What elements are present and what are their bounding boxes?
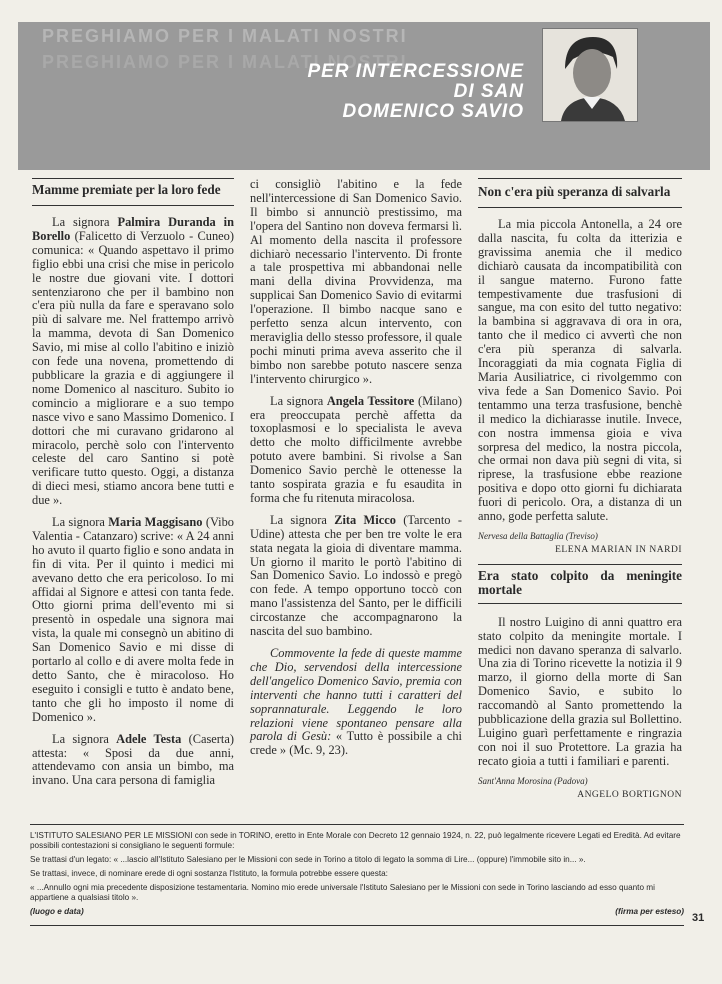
place-source: Nervesa della Battaglia (Treviso) <box>478 530 598 541</box>
title-line-2: DI SAN <box>453 81 524 102</box>
column-rule <box>478 207 682 208</box>
section-box <box>478 564 682 604</box>
signature: ELENA MARIAN IN NARDI <box>555 544 682 555</box>
footer-line: « ...Annullo ogni mia precedente disposizione testamentaria. Nomino mio erede universale l'Istituto Salesiano per le Missioni con sede in Torino lasciando ad esso quanto mi appartiene a qualsiasi titolo ». <box>30 883 655 902</box>
paragraph <box>250 178 462 387</box>
footer-line: Se trattasi, invece, di nominare erede di ogni sostanza l'Istituto, la formula potrebbe essere questa: <box>30 869 388 878</box>
footer-line: Se trattasi d'un legato: « ...lascio all'Istituto Salesiano per le Missioni con sede in Torino a titolo di legato la somma di Lire... (oppure) l'immobile sito in... ». <box>30 855 586 864</box>
section-heading: Non c'era più speranza di salvarla <box>478 184 671 199</box>
paragraph <box>250 395 462 506</box>
paragraph <box>478 218 682 524</box>
banner-ghost-text: PREGHIAMO PER I MALATI NOSTRI <box>42 26 408 46</box>
article-title <box>307 62 524 122</box>
paragraph <box>32 733 234 789</box>
section-heading: Era stato colpito da meningite mortale <box>478 567 682 597</box>
person-name: Palmira Duranda in Borello <box>32 215 234 243</box>
italic-commentary: Commovente la fede di queste mamme che Dio, servendosi della intercessione dell'angelico Domenico Savio, premia con interventi che hanno tutti i caratteri del soprannaturale. Leggendo le loro relazioni viene spontaneo pensare alla parola di Gesù: <box>250 646 462 744</box>
text: La signora <box>52 215 110 229</box>
text: La signora <box>52 731 109 746</box>
place-source: Sant'Anna Morosina (Padova) <box>478 775 588 786</box>
section-heading: Mamme premiate per la loro fede <box>32 182 221 197</box>
text: La signora <box>270 393 324 408</box>
text: (Milano) era preoccupata perchè affetta da toxoplasmosi e lo specialista le aveva detto che molto difficilmente avrebbe potuto avere bambini. Si rivolse a San Domenico Savio perchè le ottenesse la tanto sospirata grazia e fu esaudita in forma che fu ritenuta miracolosa. <box>250 393 462 505</box>
paragraph <box>32 216 234 508</box>
column-rule <box>32 205 234 206</box>
signature: ANGELO BORTIGNON <box>577 789 682 800</box>
column-right <box>478 178 682 809</box>
column-rule <box>32 178 234 179</box>
footer-legal-notice <box>30 824 684 926</box>
text: (Caserta) attesta: « Sposi da due anni, attendevamo con ansia un bimbo, ma invano. Una cara persona di famiglia <box>32 731 234 788</box>
paragraph <box>478 616 682 769</box>
column-middle <box>250 178 462 766</box>
text: La signora <box>52 515 105 530</box>
text: (Tarcento - Udine) attesta che per ben tre volte le era stata negata la gioia di diventare mamma. Un giorno il marito le portò l'abitino di San Domenico Savio. Lo indossò e pregò con fede. A tempo opportuno toccò con mano l'assistenza del Santo, per le difficili circostanze che accompagnarono la nascita del suo bambino. <box>250 512 462 639</box>
text: La mia piccola Antonella, a 24 ore dalla nascita, fu colta da itterizia e gravissima anemia che il medico dichiarò causata da incompatibilità con il sangue materno. Furono fatte tempestivamente due trasfusioni di sangue, ma con esito del tutto negativo: la bambina si aggravava di ora in ora, tanto che il medico ci avvertì che non c'era più speranza di salvarla. Incoraggiati da mia cognata Figlia di Maria Ausiliatrice, ci rivolgemmo con viva fede a San Domenico Savio. Poi tentammo una terza trasfusione, benchè il medico la dichiarasse inutile. Invece, con nostra immensa gioia e viva sorpresa del medico, la nostra piccola, che ormai non dava più segni di vita, si riprese, la trasfusione ebbe reazione positiva e dopo otto giorni fu dichiarata fuori di pericolo. Ora, a distanza di un anno, gode perfetta salute. <box>478 217 682 524</box>
text: ci consigliò l'abitino e la fede nell'intercessione di San Domenico Savio. Il bimbo si annunciò prestissimo, ma l'opera del Santino non doveva fermarsi lì. Al momento della nascita il professore dichiarò necessario l'intervento. Di fronte a tale prospettiva mi abbandonai nelle mani della divina Provvidenza, ma supplicai San Domenico Savio di evitarmi l'operazione. Il bimbo nacque sano e perfetto senza alcun intervento, con meraviglia dello stesso professore, il quale pochi minuti prima aveva asserito che il bimbo non sarebbe potuto nascere senza l'intervento chirurgico ». <box>250 177 462 386</box>
header-banner <box>18 22 710 170</box>
closing-paragraph <box>250 647 462 758</box>
paragraph <box>32 516 234 725</box>
column-left <box>32 178 234 796</box>
column-rule <box>478 178 682 179</box>
footer-line: L'ISTITUTO SALESIANO PER LE MISSIONI con sede in TORINO, eretto in Ente Morale con Decreto 12 gennaio 1924, n. 22, può legalmente ricevere Legati ed Eredità. Ad evitare possibili contestazioni si consigliano le seguenti formule: <box>30 831 681 850</box>
person-name: Maria Maggisano <box>108 515 203 530</box>
footer-place-date: (luogo e data) <box>30 907 84 916</box>
page-number: 31 <box>692 912 705 924</box>
person-name: Adele Testa <box>116 731 182 746</box>
saint-portrait-photo <box>542 28 638 122</box>
text: La signora <box>270 512 327 527</box>
title-line-1: PER INTERCESSIONE <box>307 61 524 82</box>
text: (Vibo Valentia - Catanzaro) scrive: « A 24 anni ho avuto il quarto figlio e sono andata in fin di vita. Per il quinto i medici mi avevano detto che era pericoloso. Io mi affidai al Signore e attesi con tanta fede. Otto giorni prima dell'evento mi si presentò in ospedale una signora mai vista, la quale mi consegnò un abitino di San Domenico Savio e mi disse di portarlo al collo e di avere molta fede in detto Santo, che è miracoloso. Ho eseguito i consigli e tutto è andato bene, tanto che gli ho imposto il nome di Domenico ». <box>32 515 234 724</box>
text: (Falicetto di Verzuolo - Cuneo) comunica: « Quando aspettavo il primo figlio ebbi una crisi che mise in pericolo le nostre due giovani vite. I dottori sentenziarono che per il bambino non c'era più nulla da fare e speravano solo più di salvare me. Nel frattempo arrivò la mamma, devota di San Domenico Savio, mi mise al collo l'abitino e iniziò con fede una novena, promettendo di pubblicare la grazia e di aggiungere il nome Domenico al nascituro. Subito io comincio a migliorare e a suo tempo nasce vivo e sano Massimo Domenico. I dottori che mi curavano gridarono al miracolo, perchè solo con l'intervento celeste del caro Santino si potè verificare tutto questo. Oggi, a distanza di dieci mesi, stiamo ancora bene tutti e due ». <box>32 228 234 508</box>
gospel-quote: « Tutto è possibile a chi crede » (Mc. 9, 23). <box>250 729 462 758</box>
paragraph <box>250 514 462 639</box>
title-line-3: DOMENICO SAVIO <box>342 101 524 122</box>
person-name: Angela Tessitore <box>326 393 415 408</box>
banner-ghost-text-repeat: PREGHIAMO PER I MALATI NOSTRI <box>42 52 408 72</box>
text: Il nostro Luigino di anni quattro era stato colpito da meningite mortale. I medici non davano speranza di salvarlo. Una zia di Torino ricevette la notizia il 9 marzo, il giorno della morte di San Domenico Savio, e subito lo raccomandò al Santo promettendo la pubblicazione della grazia sul Bollettino. Luigino guarì perfettamente e ringrazia con noi il suo Protettore. La grazia ha recato gioia a tutti i familiari e parenti. <box>478 614 682 768</box>
person-name: Zita Micco <box>334 512 396 527</box>
footer-signature: (firma per esteso) <box>615 907 684 916</box>
